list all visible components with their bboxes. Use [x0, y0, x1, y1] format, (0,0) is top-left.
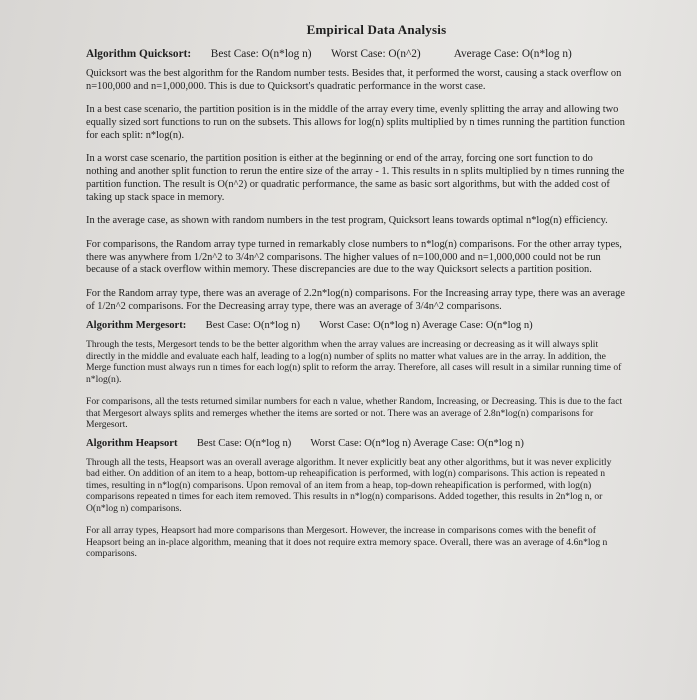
quicksort-paragraph-2: In a best case scenario, the partition position is in the middle of the array every time, evenly splitting the array and allowing two equally sized sort functions to run on the subsets. This allows for log(n) splits multiplied by n times running the partition function for each split: n*log(n). [86, 104, 625, 141]
mergesort-average-case: Average Case: O(n*log n) [421, 320, 533, 332]
page-title: Empirical Data Analysis [306, 22, 447, 37]
quicksort-header [86, 48, 627, 60]
heapsort-average-case: Average Case: O(n*log n) [413, 437, 524, 449]
lower-section [86, 320, 627, 560]
mergesort-paragraph-1: Through the tests, Mergesort tends to be the better algorithm when the array values are increasing or decreasing as it will always split directly in the middle and evaluate each half, leading to a log(n) number of splits no matter what values are in the array. In addition, the Merge function must always run n times for each log(n) split to reform the array. Therefore, all cases will result in a similar running time of n*log(n). [86, 339, 622, 385]
mergesort-paragraph-2: For comparisons, all the tests returned similar numbers for each n value, whether Random, Increasing, or Decreasing. This is due to the fact that Mergesort always splits and remerges whether the items are sorted or not. There was an average of 2.8n*log(n) comparisons for Mergesort. [86, 396, 623, 431]
quicksort-paragraph-6: For the Random array type, there was an average of 2.2n*log(n) comparisons. For the Increasing array type, there was an average of 1/2n^2 comparisons. For the Decreasing array type, there was an average of 3/4n^2 comparisons. [86, 287, 625, 312]
heapsort-label: Algorithm Heapsort [86, 437, 178, 449]
mergesort-worst-case: Worst Case: O(n*log n) [319, 320, 420, 332]
heapsort-best-case: Best Case: O(n*log n) [196, 437, 292, 449]
mergesort-header [86, 320, 627, 331]
heapsort-worst-case: Worst Case: O(n*log n) [310, 437, 412, 449]
heapsort-header [86, 438, 627, 449]
mergesort-best-case: Best Case: O(n*log n) [205, 320, 301, 332]
quicksort-paragraph-1: Quicksort was the best algorithm for the Random number tests. Besides that, it performed the worst, causing a stack overflow on n=100,000 and n=1,000,000. This is due to Quicksort's quadratic performance in the worst case. [86, 68, 622, 92]
quicksort-average-case: Average Case: O(n*log n) [453, 48, 572, 60]
quicksort-best-case: Best Case: O(n*log n) [210, 48, 312, 60]
quicksort-paragraph-3: In a worst case scenario, the partition position is either at the beginning or end of the array, forcing one sort function to do nothing and another split function to rerun the entire size of the array - 1. This results in n splits multiplied by n times running the partition function. The result is O(n^2) or quadratic performance, the same as basic sort algorithms, but with the added cost of taking up stack space in memory. [86, 153, 625, 203]
heapsort-paragraph-2: For all array types, Heapsort had more comparisons than Mergesort. However, the increase in comparisons comes with the benefit of Heapsort being an in-place algorithm, meaning that it does not require extra memory space. Overall, there was an average of 4.6n*log n comparisons. [86, 525, 608, 560]
mergesort-label: Algorithm Mergesort: [86, 320, 187, 332]
quicksort-paragraph-5: For comparisons, the Random array type turned in remarkably close numbers to n*log(n) comparisons. For the other array types, there was anywhere from 1/2n^2 to 3/4n^2 comparisons. The higher values of n=100,000 and n=1,000,000 could not be run because of a stack overflow within memory. These discrepancies are due to the way Quicksort selects a partition position. [86, 238, 622, 276]
heapsort-paragraph-1: Through all the tests, Heapsort was an overall average algorithm. It never explicitly beat any other algorithms, but it was never explicitly bad either. On addition of an item to a heap, bottom-up reheapification is performed, with log(n) comparisons. This action is repeated n times, resulting in n*log(n) comparisons. Upon removal of an item from a heap, top-down reheapification is performed, with log(n) comparisons repeated n times for each item removed. This results in n*log(n) comparisons. Added together, this results in 2n*log n, or O(n*log n) comparisons. [86, 456, 612, 514]
quicksort-label: Algorithm Quicksort: [86, 48, 192, 60]
quicksort-worst-case: Worst Case: O(n^2) [330, 48, 421, 60]
quicksort-paragraph-4: In the average case, as shown with random numbers in the test program, Quicksort leans towards optimal n*log(n) efficiency. [86, 215, 608, 227]
